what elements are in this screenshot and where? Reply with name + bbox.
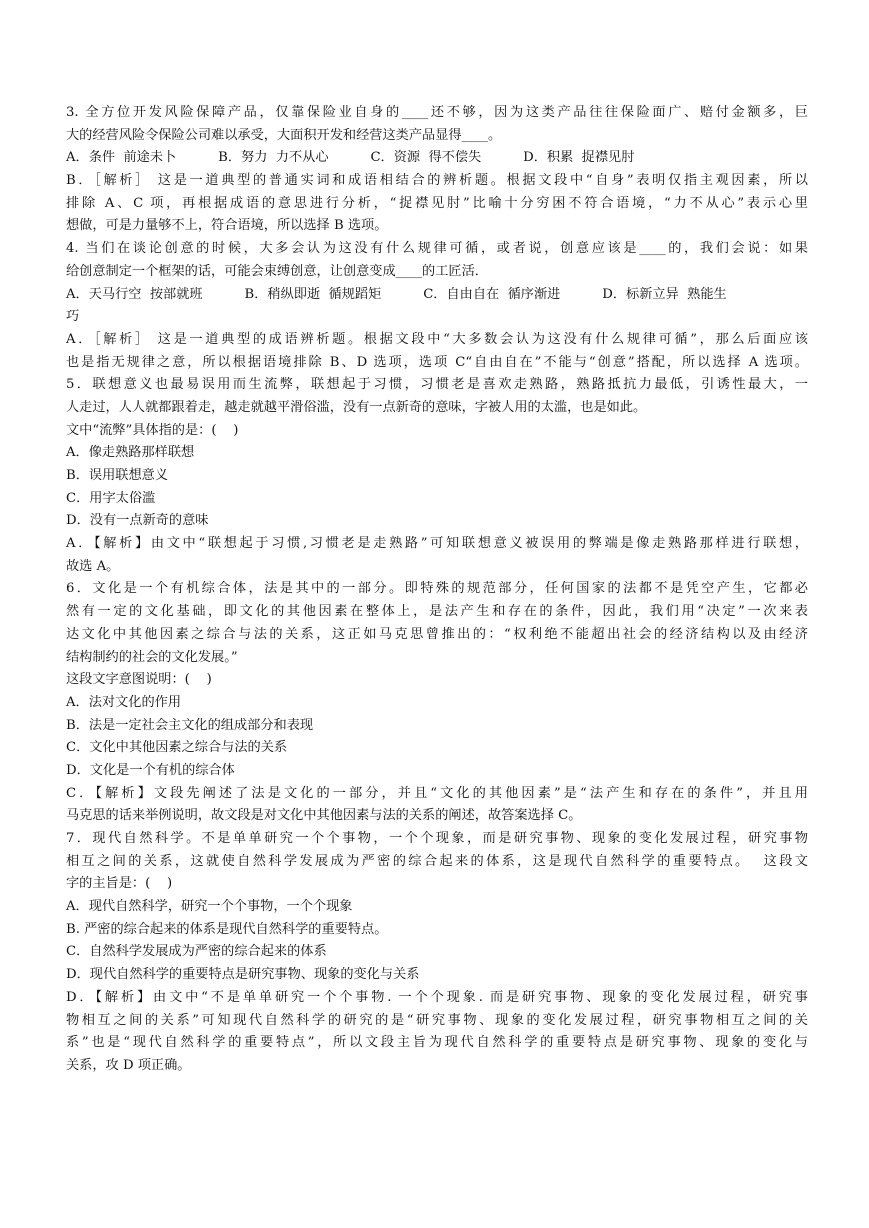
- text-line: 给创意制定一个框架的话，可能会束缚创意，让创意变成____的工匠活．: [66, 263, 488, 279]
- text-line: D．文化是一个有机的综合体: [66, 762, 235, 778]
- text-line: A．像走熟路那样联想: [66, 445, 195, 461]
- text-line: 也是指无规律之意，所以根据语境排除 B、D 选项，选项 C“自由自在”不能与“创意”搭配，所以选择 A 选项。: [66, 354, 808, 370]
- text-line: 3. 全方位开发风险保障产品，仅靠保险业自身的____还不够，因为这类产品往往保险面广、赔付金额多，巨: [66, 105, 808, 120]
- text-line: D．现代自然科学的重要特点是研究事物、现象的变化与关系: [66, 967, 420, 983]
- text-line: 想做，可是力量够不上，符合语境，所以选择 B 选项。: [66, 218, 388, 234]
- text-line: A．［解析］ 这是一道典型的成语辨析题。根据文段中“大多数会认为这没有什么规律可循”，那么后面应该: [66, 331, 808, 347]
- text-line: 关系，攻 D 项正确。: [66, 1057, 191, 1073]
- text-line: 字的主旨是：( ): [66, 876, 173, 892]
- text-line: 物相互之间的关系”可知现代自然科学的研究的是“研究事物、现象的变化发展过程，研究事物相互之间的关: [66, 1012, 808, 1028]
- text-line: 巧: [66, 309, 80, 325]
- text-line: 人走过，人人就都跟着走，越走就越平滑俗滥，没有一点新奇的意味，字被人用的太滥，也是如此。: [66, 399, 647, 415]
- text-line: B．法是一定社会主文化的组成部分和表现: [66, 717, 314, 733]
- text-line: A．条件 前途未卜 B．努力 力不从心 C．资源 得不偿失 D．积累 捉襟见肘: [66, 150, 635, 166]
- text-line: B．［解析］ 这是一道典型的普通实词和成语相结合的辨析题。根据文段中“自身”表明仅指主观因素，所以: [66, 173, 808, 189]
- text-line: C．自然科学发展成为严密的综合起来的体系: [66, 944, 327, 960]
- text-line: 这段文字意图说明：( ): [66, 672, 212, 688]
- text-line: D．【解析】由文中“不是单单研究一个个事物. 一个个现象. 而是研究事物、现象的变化发展过程，研究事: [66, 989, 808, 1005]
- document-page: [66, 102, 808, 1078]
- text-line: 马克思的话来举例说明，故文段是对文化中其他因素与法的关系的阐述，故答案选择 C。: [66, 808, 582, 824]
- text-line: 6．文化是一个有机综合体，法是其中的一部分。即特殊的规范部分，任何国家的法都不是凭空产生，它都必: [66, 581, 808, 597]
- text-line: D．没有一点新奇的意味: [66, 513, 209, 529]
- text-line: C．用字太俗滥: [66, 490, 156, 506]
- text-line: B. 严密的综合起来的体系是现代自然科学的重要特点。: [66, 921, 388, 937]
- text-line: 文中“流弊”具体指的是：( ): [66, 422, 239, 438]
- text-line: 7．现代自然科学。不是单单研究一个个事物，一个个现象，而是研究事物、现象的变化发展过程，研究事物: [66, 831, 808, 846]
- text-line: 达文化中其他因素之综合与法的关系，这正如马克思曾推出的：“权利绝不能超出社会的经济结构以及由经济: [66, 626, 808, 642]
- text-line: C．文化中其他因素之综合与法的关系: [66, 740, 288, 756]
- text-line: A．【解析】由文中“联想起于习惯,习惯老是走熟路”可知联想意义被误用的弊端是像走熟路那样进行联想，: [66, 536, 808, 552]
- text-line: A．天马行空 按部就班 B．稍纵即逝 循规蹈矩 C．自由自在 循序渐进 D．标新立异 熟能生: [66, 286, 727, 302]
- text-line: 然有一定的文化基础，即文化的其他因素在整体上，是法产生和存在的条件，因此，我们用“决定”一次来表: [66, 604, 808, 620]
- text-line: C．【解析】文段先阐述了法是文化的一部分，并且“文化的其他因素”是“法产生和存在的条件”，并且用: [66, 785, 808, 801]
- text-line: 5．联想意义也最易误用而生流弊，联想起于习惯，习惯老是喜欢走熟路，熟路抵抗力最低，引诱性最大，一: [66, 377, 808, 393]
- text-line: A．现代自然科学，研究一个个事物，一个个现象: [66, 899, 353, 915]
- text-line: 系”也是“现代自然科学的重要特点”，所以文段主旨为现代自然科学的重要特点是研究事物、现象的变化与: [66, 1035, 808, 1051]
- text-line: 大的经营风险令保险公司难以承受，大面积开发和经营这类产品显得____。: [66, 127, 502, 143]
- text-line: 结构制约的社会的文化发展。”: [66, 649, 238, 665]
- text-line: B．误用联想意义: [66, 468, 169, 483]
- text-line: A．法对文化的作用: [66, 694, 182, 710]
- text-line: 故选 A。: [66, 558, 120, 574]
- text-line: 4. 当们在谈论创意的时候，大多会认为这没有什么规律可循，或者说，创意应该是____的，我们会说：如果: [66, 241, 808, 257]
- text-line: 相互之间的关系，这就使自然科学发展成为严密的综合起来的体系，这是现代自然科学的重要特点。 这段文: [66, 853, 808, 869]
- text-line: 排除 A、C 项，再根据成语的意思进行分析，“捉襟见肘”比喻十分穷困不符合语境，“力不从心”表示心里: [66, 195, 808, 211]
